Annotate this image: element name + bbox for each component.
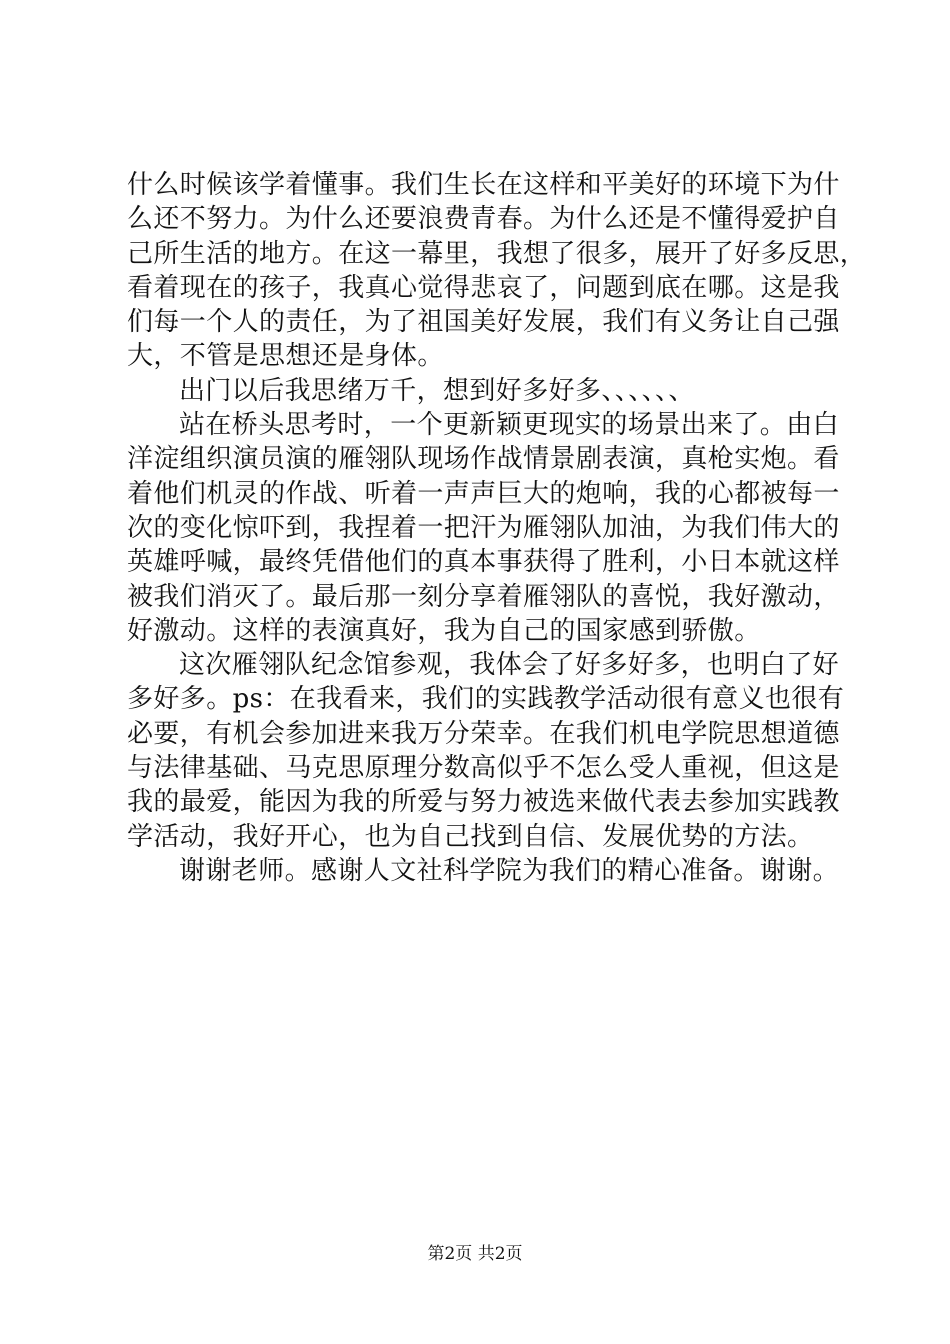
text-line: 着他们机灵的作战、听着一声声巨大的炮响，我的心都被每一 <box>127 478 840 509</box>
text-line: 们每一个人的责任，为了祖国美好发展，我们有义务让自己强 <box>127 307 840 338</box>
text-line: 我的最爱，能因为我的所爱与努力被选来做代表去参加实践教 <box>127 787 840 818</box>
text-line: 次的变化惊吓到，我捏着一把汗为雁翎队加油，为我们伟大的 <box>127 512 840 543</box>
text-line: 洋淀组织演员演的雁翎队现场作战情景剧表演，真枪实炮。看 <box>127 444 840 475</box>
text-line: 什么时候该学着懂事。我们生长在这样和平美好的环境下为什 <box>127 170 840 200</box>
text-line: 被我们消灭了。最后那一刻分享着雁翎队的喜悦，我好激动， <box>127 581 840 612</box>
text-line: 好激动。这样的表演真好，我为自己的国家感到骄傲。 <box>127 615 761 646</box>
paragraph-start-line: 谢谢老师。感谢人文社科学院为我们的精心准备。谢谢。 <box>179 855 840 886</box>
text-line: 英雄呼喊，最终凭借他们的真本事获得了胜利，小日本就这样 <box>127 547 840 578</box>
text-line: 己所生活的地方。在这一幕里，我想了很多，展开了好多反思， <box>127 238 867 269</box>
paragraph-start-line: 这次雁翎队纪念馆参观，我体会了好多好多，也明白了好 <box>179 650 840 681</box>
text-line: 多好多。ps：在我看来，我们的实践教学活动很有意义也很有 <box>127 684 845 715</box>
text-line: 大，不管是思想还是身体。 <box>127 341 444 372</box>
text-line: 与法律基础、马克思原理分数高似乎不怎么受人重视，但这是 <box>127 753 840 784</box>
text-line: 必要，有机会参加进来我万分荣幸。在我们机电学院思想道德 <box>127 718 840 749</box>
text-line: 学活动，我好开心，也为自己找到自信、发展优势的方法。 <box>127 821 814 852</box>
text-line: 么还不努力。为什么还要浪费青春。为什么还是不懂得爱护自 <box>127 204 840 235</box>
page-footer: 第2页 共2页 <box>427 1244 523 1264</box>
paragraph-start-line: 出门以后我思绪万千，想到好多好多、、、、、、 <box>179 375 695 406</box>
text-line: 看着现在的孩子，我真心觉得悲哀了，问题到底在哪。这是我 <box>127 272 840 303</box>
body-text <box>127 168 867 888</box>
paragraph-start-line: 站在桥头思考时，一个更新颖更现实的场景出来了。由白 <box>179 410 840 441</box>
